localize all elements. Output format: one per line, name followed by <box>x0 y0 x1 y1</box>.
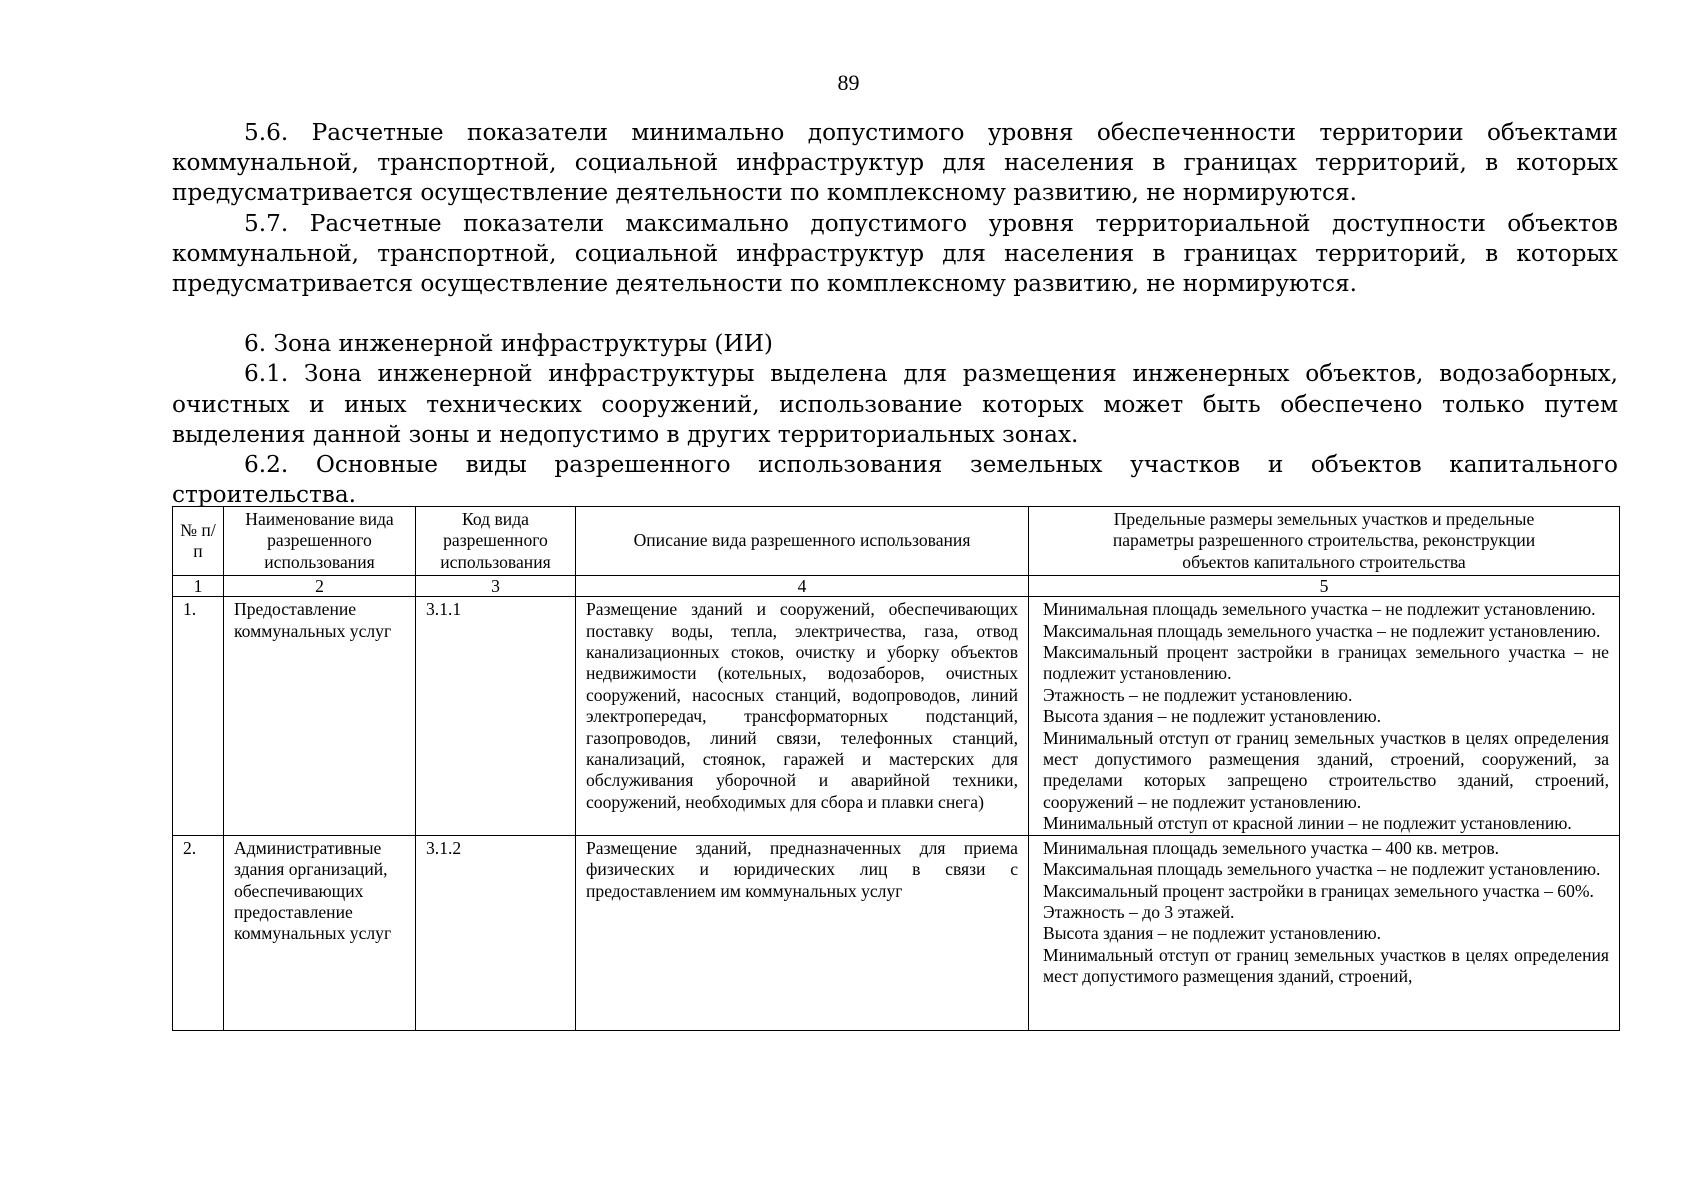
body-text <box>172 118 1618 510</box>
column-number: 2 <box>224 576 416 597</box>
section-heading-6: 6. Зона инженерной инфраструктуры (ИИ) <box>244 330 773 358</box>
paragraph-5-6: 5.6. Расчетные показатели минимально допустимого уровня обеспеченности территории объектами коммунальной, транспортной, социальной инфраструктур для населения в границах территорий, в которых предусматривается осуществление деятельности по комплексному развитию, не нормируются. <box>172 119 1618 207</box>
paragraph-5-7: 5.7. Расчетные показатели максимально допустимого уровня территориальной доступности объектов коммунальной, транспортной, социальной инфраструктур для населения в границах территорий, в которых предусматривается осуществление деятельности по комплексному развитию, не нормируются. <box>172 209 1618 298</box>
parameter-line: Этажность – до 3 этажей. <box>1043 901 1235 922</box>
row-number: 1. <box>173 597 224 835</box>
table-header-row <box>173 507 1620 576</box>
paragraph-6-2: 6.2. Основные виды разрешенного использования земельных участков и объектов капитального строительства. <box>172 451 1618 509</box>
page-number: 89 <box>837 70 860 95</box>
header-use-description: Описание вида разрешенного использования <box>576 507 1029 576</box>
parameter-line: Минимальная площадь земельного участка – 400 кв. метров. <box>1043 837 1500 858</box>
parameter-line: Максимальная площадь земельного участка – не подлежит установлению. <box>1043 859 1601 880</box>
parameter-line: Максимальная площадь земельного участка – не подлежит установлению. <box>1043 620 1601 641</box>
column-number: 5 <box>1029 576 1620 597</box>
use-name: Предоставление коммунальных услуг <box>224 597 416 835</box>
row-number: 2. <box>173 835 224 1030</box>
column-number: 4 <box>576 576 1029 597</box>
land-use-table-wrapper <box>172 506 1619 1031</box>
parameter-line: Высота здания – не подлежит установлению. <box>1043 923 1382 944</box>
parameter-line: Минимальная площадь земельного участка – не подлежит установлению. <box>1043 599 1596 620</box>
table-row <box>173 597 1620 835</box>
use-name: Административные здания организаций, обеспечивающих предоставление коммунальных услуг <box>224 835 416 1030</box>
parameter-list <box>1043 838 1609 1028</box>
column-number: 1 <box>173 576 224 597</box>
use-code: 3.1.1 <box>416 597 576 835</box>
header-use-name: Наименование вида разрешенного использования <box>224 507 416 576</box>
use-parameters <box>1029 597 1620 835</box>
use-parameters <box>1029 835 1620 1030</box>
parameter-line: Минимальный отступ от границ земельных участков в целях определения мест допустимого размещения зданий, строений, <box>1043 944 1609 987</box>
parameter-line: Минимальный отступ от красной линии – не подлежит установлению. <box>1043 813 1572 834</box>
parameter-line: Этажность – не подлежит установлению. <box>1043 684 1353 705</box>
parameter-line: Высота здания – не подлежит установлению. <box>1043 706 1382 727</box>
header-number: № п/п <box>173 507 224 576</box>
parameter-line: Максимальный процент застройки в границах земельного участка – 60%. <box>1043 880 1594 901</box>
table-row <box>173 835 1620 1030</box>
column-number-row <box>173 576 1620 597</box>
parameter-line: Минимальный отступ от границ земельных участков в целях определения мест допустимого размещения зданий, строений, сооружений, за пределами которых запрещено строительство зданий, строений, сооружений – не подлежит установлению. <box>1043 727 1609 812</box>
use-code: 3.1.2 <box>416 835 576 1030</box>
use-description: Размещение зданий и сооружений, обеспечивающих поставку воды, тепла, электричества, газа, отвод канализационных стоков, очистку и уборку объектов недвижимости (котельных, водозаборов, очистных сооружений, насосных станций, водопроводов, линий электропередач, трансформаторных подстанций, газопроводов, линий связи, телефонных станций, канализаций, стоянок, гаражей и мастерских для обслуживания уборочной и аварийной техники, сооружений, необходимых для сбора и плавки снега) <box>576 597 1029 835</box>
use-description: Размещение зданий, предназначенных для приема физических и юридических лиц в связи с предоставлением им коммунальных услуг <box>576 835 1029 1030</box>
paragraph-6-1: 6.1. Зона инженерной инфраструктуры выделена для размещения инженерных объектов, водозаборных, очистных и иных технических сооружений, использование которых может быть обеспечено только путем выделения данной зоны и недопустимо в других территориальных зонах. <box>172 360 1618 448</box>
land-use-table <box>172 506 1620 1031</box>
parameter-line: Максимальный процент застройки в границах земельного участка – не подлежит установлению. <box>1043 642 1609 684</box>
header-parameters: Предельные размеры земельных участков и предельные параметры разрешенного строительства, реконструкции объектов капитального строительства <box>1029 507 1620 576</box>
header-use-code: Код вида разрешенного использования <box>416 507 576 576</box>
column-number: 3 <box>416 576 576 597</box>
